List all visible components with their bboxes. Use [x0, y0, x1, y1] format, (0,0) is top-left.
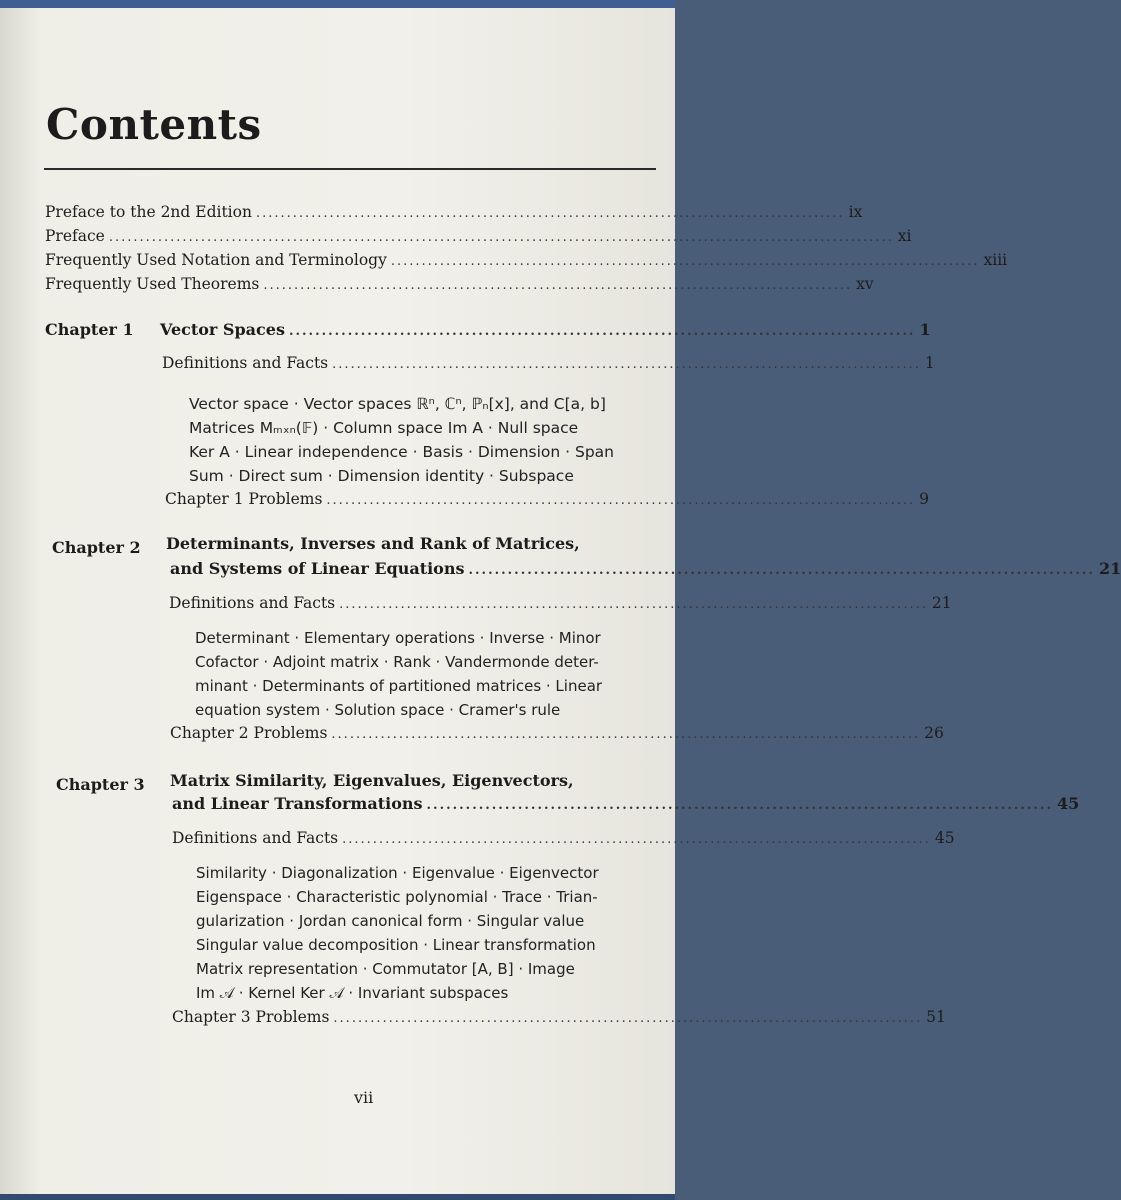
- leader-dots: ................................................................................................: [331, 727, 921, 742]
- page-title: Contents: [46, 100, 262, 149]
- chapter-title-row: Vector Spaces ................................................................................................ 1: [160, 320, 931, 339]
- toc-entry-problems: Chapter 1 Problems ................................................................................................ 9: [165, 490, 929, 508]
- page-folio: vii: [354, 1088, 374, 1107]
- leader-dots: ................................................................................................: [332, 357, 921, 372]
- toc-entry-problems: Chapter 2 Problems ................................................................................................ 26: [170, 724, 944, 742]
- leader-dots: ................................................................................................: [339, 597, 928, 612]
- toc-entry-definitions: Definitions and Facts ................................................................................................ 1: [162, 354, 935, 372]
- topic-list: Vector space · Vector spaces ℝⁿ, ℂⁿ, ℙₙ[x], and C[a, b] Matrices Mₘₓₙ(𝔽) · Column space Im A · Null space Ker A · Linear independence · Basis · Dimension · Span Sum · Direct sum · Dimension identity · Subspace: [189, 395, 614, 485]
- chapter-number: Chapter 1: [45, 320, 134, 339]
- leader-dots: ................................................................................................: [288, 324, 916, 339]
- topic-list: Determinant · Elementary operations · Inverse · Minor Cofactor · Adjoint matrix · Rank · Vandermonde deter- minant · Determinants of partitioned matrices · Linear equation system · Solution space · Cramer's rule: [195, 629, 603, 719]
- book-edge-bottom: [0, 1194, 675, 1200]
- page: [0, 8, 1121, 1194]
- chapter-number: Chapter 2: [52, 538, 141, 557]
- leader-dots: ................................................................................................: [468, 563, 1095, 578]
- toc-entry-problems: Chapter 3 Problems ................................................................................................ 51: [172, 1008, 946, 1026]
- leader-dots: ................................................................................................: [426, 798, 1053, 813]
- leader-dots: ................................................................................................................................: [108, 230, 894, 245]
- title-rule: [44, 168, 656, 170]
- leader-dots: ................................................................................................: [342, 832, 931, 847]
- toc-entry-definitions: Definitions and Facts ................................................................................................ 21: [169, 594, 952, 612]
- chapter-title: Matrix Similarity, Eigenvalues, Eigenvectors,: [170, 771, 574, 790]
- leader-dots: ................................................................................................: [390, 254, 980, 269]
- chapter-title: Determinants, Inverses and Rank of Matrices,: [166, 534, 580, 553]
- chapter-title-row: and Linear Transformations ................................................................................................ 45: [172, 794, 1080, 813]
- leader-dots: ................................................................................................: [333, 1011, 923, 1026]
- chapter-number: Chapter 3: [56, 775, 145, 794]
- book-edge-top: [0, 0, 675, 8]
- chapter-title-row: and Systems of Linear Equations ................................................................................................ 21: [170, 559, 1121, 578]
- topic-list: Similarity · Diagonalization · Eigenvalue · Eigenvector Eigenspace · Characteristic polynomial · Trace · Trian- gularization · Jordan canonical form · Singular value Singular value decomposition · Linear transformation Matrix representation · Commutator [A, B] · Image Im 𝒜 · Kernel Ker 𝒜 · Invariant subspaces: [196, 864, 599, 1002]
- leader-dots: ................................................................................................: [255, 206, 845, 221]
- leader-dots: ................................................................................................: [263, 278, 853, 293]
- toc-entry-preface-2nd: Preface to the 2nd Edition ................................................................................................ ix: [45, 203, 863, 221]
- leader-dots: ................................................................................................: [326, 493, 916, 508]
- toc-entry-definitions: Definitions and Facts ................................................................................................ 45: [172, 829, 955, 847]
- toc-entry-theorems: Frequently Used Theorems ................................................................................................ xv: [45, 275, 874, 293]
- toc-entry-preface: Preface ................................................................................................................................ xi: [45, 227, 912, 245]
- toc-entry-notation: Frequently Used Notation and Terminology ................................................................................................ xiii: [45, 251, 1008, 269]
